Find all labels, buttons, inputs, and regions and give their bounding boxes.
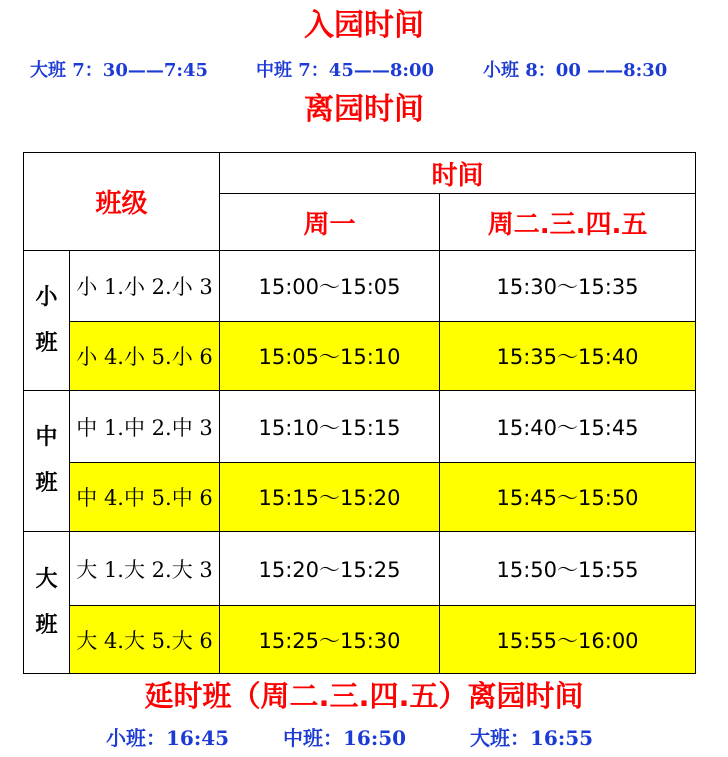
table-row xyxy=(24,251,696,322)
table-row xyxy=(24,463,696,532)
monday-time-cell: 15:05～15:10 xyxy=(220,322,440,391)
monday-header-cell: 周一 xyxy=(220,194,440,251)
entry-time-zhong: 中班 7：45——8:00 xyxy=(256,60,435,81)
class-list-cell: 小 1.小 2.小 3 xyxy=(70,251,220,322)
entry-time-da: 大班 7：30——7:45 xyxy=(30,60,209,81)
tue-fri-time-cell: 15:55～16:00 xyxy=(440,606,696,674)
table-row xyxy=(24,322,696,391)
group-name-char: 班 xyxy=(35,471,58,496)
table-row xyxy=(24,391,696,463)
time-header-cell: 时间 xyxy=(220,153,696,194)
class-list-cell: 大 1.大 2.大 3 xyxy=(70,532,220,606)
extended-time-zhong: 中班：16:50 xyxy=(283,726,407,750)
group-name-char: 小 xyxy=(35,284,58,310)
tue-fri-time-cell: 15:50～15:55 xyxy=(440,532,696,606)
dismissal-schedule-table xyxy=(23,152,696,674)
tue-fri-time-cell: 15:45～15:50 xyxy=(440,463,696,532)
tue-fri-time-cell: 15:30～15:35 xyxy=(440,251,696,322)
tue-fri-time-cell: 15:35～15:40 xyxy=(440,322,696,391)
class-list-cell: 中 1.中 2.中 3 xyxy=(70,391,220,463)
group-name-char: 班 xyxy=(35,612,58,638)
class-list-cell: 大 4.大 5.大 6 xyxy=(70,606,220,674)
group-name-cell xyxy=(24,391,70,532)
monday-time-cell: 15:10～15:15 xyxy=(220,391,440,463)
table-row xyxy=(24,606,696,674)
group-name-char: 中 xyxy=(35,425,58,450)
entry-time-xiao: 小班 8：00 ——8:30 xyxy=(483,60,668,81)
group-name-char: 大 xyxy=(35,566,58,592)
group-name-cell xyxy=(24,251,70,391)
schedule-body xyxy=(24,251,696,674)
extended-time-xiao: 小班：16:45 xyxy=(106,726,230,750)
tue-fri-time-cell: 15:40～15:45 xyxy=(440,391,696,463)
class-list-cell: 小 4.小 5.小 6 xyxy=(70,322,220,391)
group-name-char: 班 xyxy=(35,330,58,356)
group-name-cell xyxy=(24,532,70,674)
table-row xyxy=(24,532,696,606)
class-header-cell: 班级 xyxy=(24,153,220,251)
entry-time-title: 入园时间 xyxy=(304,8,424,43)
extended-time-da: 大班：16:55 xyxy=(470,726,594,750)
extended-class-title: 延时班（周二.三.四.五）离园时间 xyxy=(144,679,584,713)
leave-time-title: 离园时间 xyxy=(304,92,424,127)
monday-time-cell: 15:00～15:05 xyxy=(220,251,440,322)
class-list-cell: 中 4.中 5.中 6 xyxy=(70,463,220,532)
monday-time-cell: 15:20～15:25 xyxy=(220,532,440,606)
tue-fri-header-cell: 周二.三.四.五 xyxy=(440,194,696,251)
monday-time-cell: 15:15～15:20 xyxy=(220,463,440,532)
monday-time-cell: 15:25～15:30 xyxy=(220,606,440,674)
